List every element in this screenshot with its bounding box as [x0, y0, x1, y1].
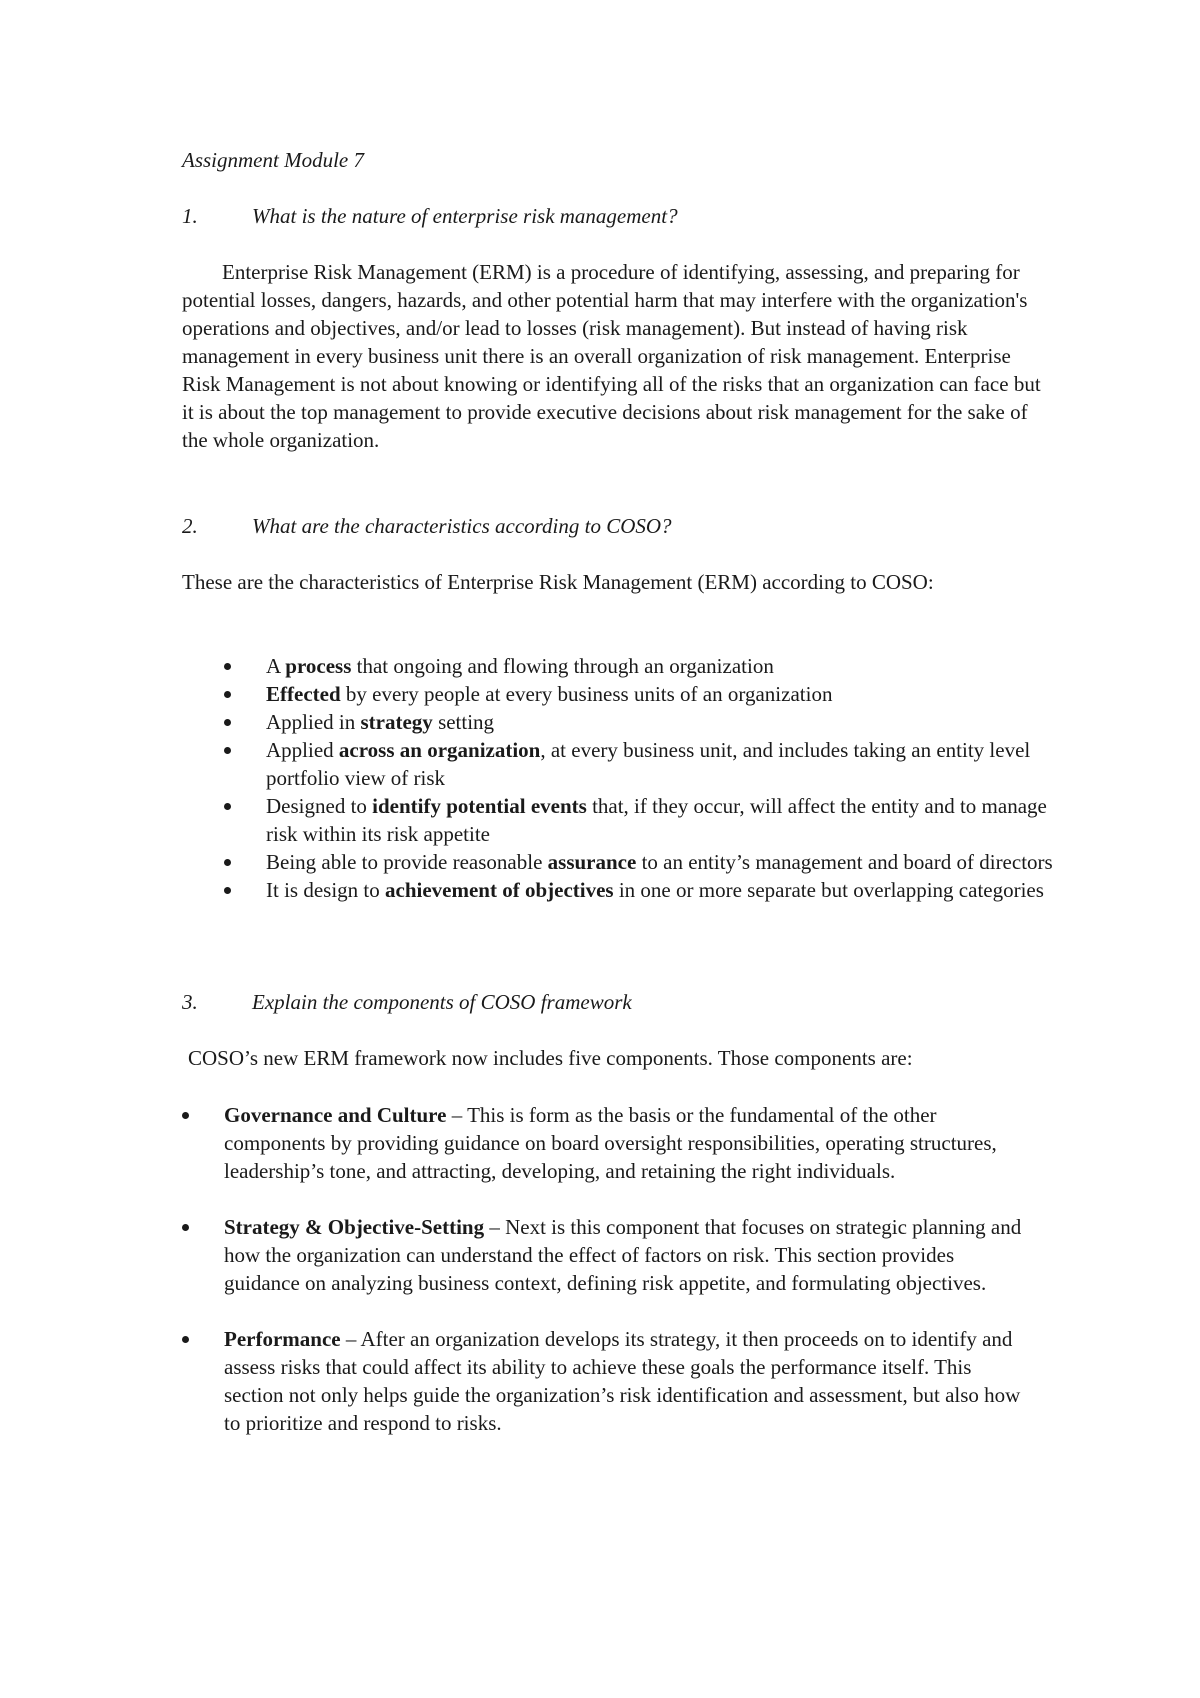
answer-1-paragraph: Enterprise Risk Management (ERM) is a procedure of identifying, assessing, and preparing for potential losses, dangers, hazards, and other potential harm that may interfere with the organization's operations and objectives, and/or lead to losses (risk management). But instead of having risk management in every business unit there is an overall organization of risk management. Enterprise Risk Management is not about knowing or identifying all of the risks that an organization can face but it is about the top management to provide executive decisions about risk management for the sake of the whole organization.	[182, 260, 1041, 452]
bullet-icon	[182, 1112, 189, 1119]
list-item: It is design to achievement of objectives in one or more separate but overlapping categories	[266, 876, 1056, 904]
bullet-icon	[224, 859, 231, 866]
question-3	[182, 988, 1082, 1016]
bullet-icon	[224, 747, 231, 754]
bullet-icon	[224, 663, 231, 670]
question-text: What is the nature of enterprise risk management?	[252, 204, 678, 228]
question-text: Explain the components of COSO framework	[252, 990, 632, 1014]
question-1	[182, 202, 1082, 230]
list-item: Being able to provide reasonable assurance to an entity’s management and board of directors	[266, 848, 1056, 876]
bullet-icon	[224, 803, 231, 810]
question-number: 2.	[182, 514, 198, 538]
bullet-icon	[182, 1336, 189, 1343]
characteristics-list	[266, 652, 1056, 904]
question-text: What are the characteristics according to COSO?	[252, 514, 672, 538]
answer-3-intro: COSO’s new ERM framework now includes five components. Those components are:	[188, 1046, 913, 1070]
components-list	[224, 1101, 1034, 1465]
bullet-icon	[224, 691, 231, 698]
question-2	[182, 512, 1082, 540]
list-item: Governance and Culture – This is form as the basis or the fundamental of the other components by providing guidance on board oversight responsibilities, operating structures, leadership’s tone, and attracting, developing, and retaining the right individuals.	[224, 1101, 1034, 1185]
list-item: Strategy & Objective-Setting – Next is this component that focuses on strategic planning and how the organization can understand the effect of factors on risk. This section provides guidance on analyzing business context, defining risk appetite, and formulating objectives.	[224, 1213, 1034, 1297]
question-number: 1.	[182, 204, 198, 228]
list-item: A process that ongoing and flowing through an organization	[266, 652, 1056, 680]
list-item: Effected by every people at every business units of an organization	[266, 680, 1056, 708]
document-title: Assignment Module 7	[182, 148, 364, 172]
bullet-icon	[224, 719, 231, 726]
list-item: Applied in strategy setting	[266, 708, 1056, 736]
list-item: Designed to identify potential events that, if they occur, will affect the entity and to manage risk within its risk appetite	[266, 792, 1056, 848]
question-number: 3.	[182, 990, 198, 1014]
answer-2-intro: These are the characteristics of Enterprise Risk Management (ERM) according to COSO:	[182, 570, 934, 594]
list-item: Performance – After an organization develops its strategy, it then proceeds on to identify and assess risks that could affect its ability to achieve these goals the performance itself. This section not only helps guide the organization’s risk identification and assessment, but also how to prioritize and respond to risks.	[224, 1325, 1034, 1437]
bullet-icon	[182, 1224, 189, 1231]
list-item: Applied across an organization, at every business unit, and includes taking an entity level portfolio view of risk	[266, 736, 1056, 792]
bullet-icon	[224, 887, 231, 894]
